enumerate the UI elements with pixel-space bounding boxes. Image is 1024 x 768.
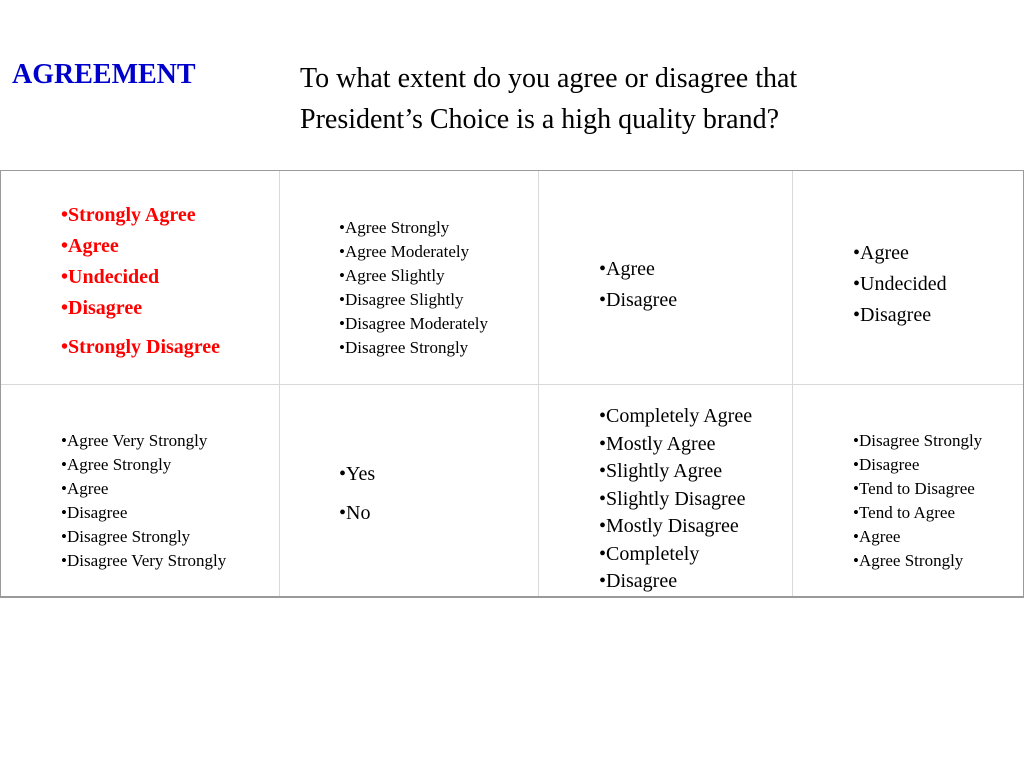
bullet-icon: • [853, 273, 861, 295]
scale-option-label: Agree Strongly [344, 218, 450, 237]
scale-option [61, 549, 226, 573]
scale-option-label: Disagree Moderately [344, 314, 488, 333]
scale-option-label: No [346, 502, 371, 524]
scale-option [339, 264, 488, 288]
scale-option [599, 431, 752, 459]
bullet-icon: • [853, 503, 859, 522]
scale-option [61, 262, 220, 293]
bullet-icon: • [61, 503, 67, 522]
bullet-icon: • [853, 551, 859, 570]
bullet-icon: • [61, 479, 67, 498]
bullet-icon: • [61, 336, 69, 358]
row-divider [1, 384, 1023, 385]
bullet-icon: • [339, 242, 345, 261]
completely-scale-list [599, 403, 752, 596]
question-line-1: To what extent do you agree or disagree that [300, 63, 798, 94]
scale-option [853, 501, 982, 525]
scale-option [853, 525, 982, 549]
bullet-icon: • [339, 463, 347, 485]
scale-option [599, 285, 677, 316]
three-point-scale-list [853, 238, 947, 331]
bullet-icon: • [853, 304, 861, 326]
scale-option [61, 332, 220, 363]
scale-option [853, 453, 982, 477]
scale-option-label: Undecided [68, 266, 160, 288]
scale-option-label: Agree [66, 479, 109, 498]
scale-option [61, 477, 226, 501]
scale-option [339, 312, 488, 336]
scale-option-label: Completely [606, 542, 700, 565]
scale-option [61, 501, 226, 525]
bullet-icon: • [339, 218, 345, 237]
scale-option [61, 429, 226, 453]
scale-option [61, 525, 226, 549]
bullet-icon: • [61, 455, 67, 474]
scale-option-label: Agree Moderately [344, 242, 470, 261]
scale-option-label: Strongly Agree [68, 204, 196, 226]
bullet-icon: • [61, 266, 69, 288]
bullet-icon: • [339, 314, 345, 333]
scale-option [853, 549, 982, 573]
scale-option-label: Undecided [860, 273, 947, 295]
scale-option-label: Disagree Strongly [66, 527, 191, 546]
scale-option-label: Completely Agree [606, 405, 753, 427]
bullet-icon: • [599, 258, 607, 280]
bullet-icon: • [599, 515, 607, 537]
scale-option-label: Slightly Disagree [606, 487, 746, 510]
scale-option-label: Agree [606, 258, 655, 280]
bullet-icon: • [853, 431, 859, 450]
scale-option-label: Agree Very Strongly [66, 431, 208, 450]
page-title: AGREEMENT [12, 59, 196, 90]
scale-option-label: Agree Strongly [66, 455, 172, 474]
scale-option [339, 336, 488, 360]
scale-option-label: Strongly Disagree [68, 336, 221, 358]
bullet-icon: • [339, 290, 345, 309]
scale-option-label: Disagree [858, 455, 920, 474]
scale-option [339, 288, 488, 312]
scale-option [853, 269, 947, 300]
bullet-icon: • [599, 460, 607, 482]
scale-option-label: Slightly Agree [606, 460, 723, 482]
bullet-icon: • [61, 431, 67, 450]
scale-option [853, 477, 982, 501]
scale-option-label: Agree Slightly [344, 266, 445, 285]
scale-option [599, 458, 752, 486]
scale-options-table [0, 170, 1024, 598]
scale-option [599, 403, 752, 431]
question-line-2: President’s Choice is a high quality brand? [300, 104, 780, 136]
highlighted-scale-list [61, 200, 220, 363]
bullet-icon: • [599, 405, 607, 427]
scale-option-label: Agree [68, 235, 119, 257]
bullet-icon: • [339, 266, 345, 285]
bullet-icon: • [599, 432, 607, 455]
scale-option [599, 486, 752, 514]
bullet-icon: • [339, 502, 347, 524]
scale-option-label: Agree Strongly [858, 551, 964, 570]
scale-option [599, 541, 752, 569]
scale-option-label: Disagree Strongly [858, 431, 983, 450]
scale-option [339, 494, 375, 533]
bullet-icon: • [61, 297, 69, 319]
six-point-scale-list [339, 216, 488, 360]
scale-option [339, 240, 488, 264]
scale-option-label: Agree [858, 527, 901, 546]
scale-option [61, 200, 220, 231]
scale-option [61, 293, 220, 324]
bullet-icon: • [61, 551, 67, 570]
scale-option-label: Disagree [606, 570, 678, 592]
scale-option-label: Disagree Slightly [344, 290, 464, 309]
scale-option-label: Disagree [606, 289, 678, 311]
scale-option-label: Agree [860, 242, 909, 264]
yes-no-scale-list [339, 455, 375, 533]
scale-option-label: Tend to Disagree [858, 479, 975, 498]
scale-option [599, 254, 677, 285]
bullet-icon: • [61, 204, 69, 226]
scale-option-label: Tend to Agree [858, 503, 956, 522]
bullet-icon: • [339, 338, 345, 357]
scale-option-label: Disagree Very Strongly [66, 551, 227, 570]
scale-option-label: Disagree [66, 503, 128, 522]
bullet-icon: • [853, 527, 859, 546]
scale-option [61, 231, 220, 262]
scale-option-label: Yes [346, 463, 376, 485]
bullet-icon: • [599, 542, 607, 565]
scale-option [853, 238, 947, 269]
survey-question [300, 58, 1000, 141]
bullet-icon: • [599, 289, 607, 311]
bullet-icon: • [599, 487, 607, 510]
scale-option [339, 455, 375, 494]
scale-option [339, 216, 488, 240]
scale-option [599, 513, 752, 541]
very-strongly-scale-list [61, 429, 226, 573]
scale-option-label: Mostly Agree [606, 432, 716, 455]
scale-option-label: Disagree [68, 297, 143, 319]
bullet-icon: • [853, 479, 859, 498]
scale-option [61, 453, 226, 477]
scale-option-label: Disagree Strongly [344, 338, 469, 357]
bullet-icon: • [61, 527, 67, 546]
scale-option-label: Disagree [860, 304, 932, 326]
bullet-icon: • [853, 455, 859, 474]
scale-option [853, 429, 982, 453]
two-point-scale-list [599, 254, 677, 316]
scale-option-label: Mostly Disagree [606, 515, 739, 537]
tend-to-scale-list [853, 429, 982, 573]
scale-option [853, 300, 947, 331]
scale-option [599, 568, 752, 596]
bullet-icon: • [599, 570, 607, 592]
bullet-icon: • [853, 242, 861, 264]
bullet-icon: • [61, 235, 69, 257]
